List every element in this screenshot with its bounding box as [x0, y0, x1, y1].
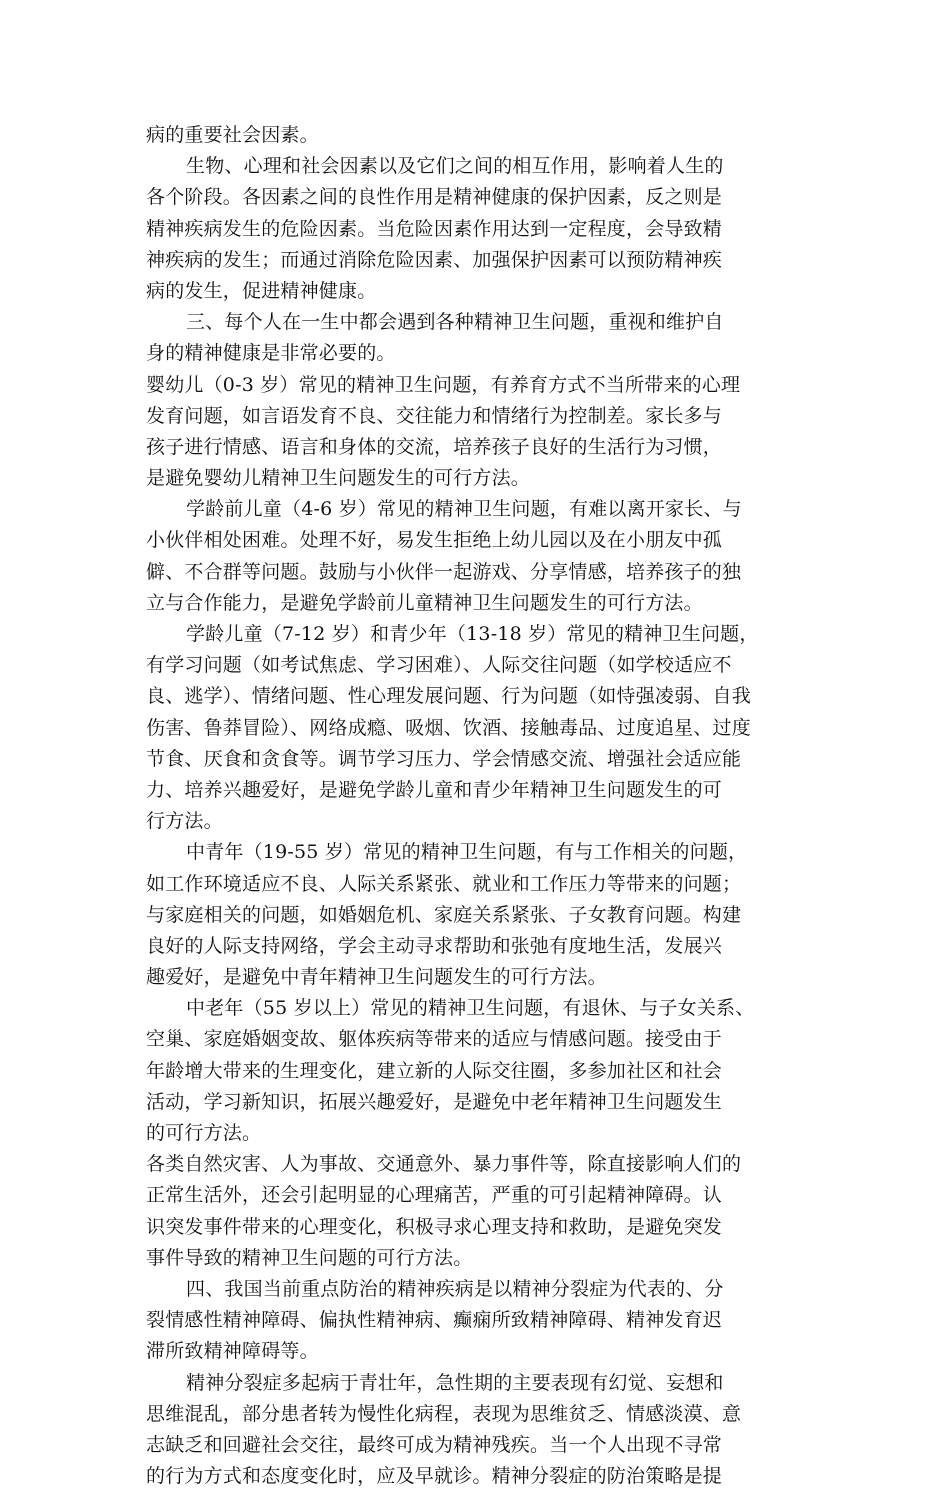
text-line: 行方法。	[146, 810, 223, 833]
text-line: 孩子进行情感、语言和身体的交流，培养孩子良好的生活行为习惯，	[146, 435, 723, 458]
text-line: 趣爱好，是避免中青年精神卫生问题发生的可行方法。	[146, 966, 607, 989]
text-line: 僻、不合群等问题。鼓励与小伙伴一起游戏、分享情感，培养孩子的独	[146, 560, 742, 583]
document-page	[146, 120, 804, 1492]
text-line: 思维混乱，部分患者转为慢性化病程，表现为思维贫乏、情感淡漠、意	[146, 1402, 742, 1425]
text-line: 小伙伴相处困难。处理不好，易发生拒绝上幼儿园以及在小朋友中孤	[146, 529, 723, 552]
text-line: 生物、心理和社会因素以及它们之间的相互作用，影响着人生的	[186, 155, 724, 178]
text-line: 神疾病的发生；而通过消除危险因素、加强保护因素可以预防精神疾	[146, 248, 723, 271]
text-line: 三、每个人在一生中都会遇到各种精神卫生问题，重视和维护自	[186, 311, 724, 334]
text-line: 的可行方法。	[146, 1122, 262, 1144]
text-line: 精神疾病发生的危险因素。当危险因素作用达到一定程度，会导致精	[146, 217, 723, 240]
text-line: 中青年（19-55 岁）常见的精神卫生问题，有与工作相关的问题，	[186, 841, 748, 864]
text-line: 学龄儿童（7-12 岁）和青少年（13-18 岁）常见的精神卫生问题，	[186, 623, 759, 645]
text-line: 识突发事件带来的心理变化，积极寻求心理支持和救助，是避免突发	[146, 1215, 723, 1238]
text-line: 病的重要社会因素。	[146, 124, 319, 146]
text-line: 力、培养兴趣爱好，是避免学龄儿童和青少年精神卫生问题发生的可	[146, 778, 723, 801]
text-line: 裂情感性精神障碍、偏执性精神病、癫痫所致精神障碍、精神发育迟	[146, 1309, 723, 1332]
text-line: 精神分裂症多起病于青壮年，急性期的主要表现有幻觉、妄想和	[186, 1371, 724, 1394]
text-line: 伤害、鲁莽冒险）、网络成瘾、吸烟、饮酒、接触毒品、过度追星、过度	[146, 716, 751, 739]
text-line: 立与合作能力，是避免学龄前儿童精神卫生问题发生的可行方法。	[146, 591, 703, 614]
text-line: 有学习问题（如考试焦虑、学习困难）、人际交往问题（如学校适应不	[146, 654, 732, 677]
text-line: 如工作环境适应不良、人际关系紧张、就业和工作压力等带来的问题；	[146, 872, 742, 895]
text-line: 良、逃学）、情绪问题、性心理发展问题、行为问题（如恃强凌弱、自我	[146, 685, 751, 708]
text-line: 的行为方式和态度变化时，应及早就诊。精神分裂症的防治策略是提	[146, 1465, 723, 1488]
text-line: 各个阶段。各因素之间的良性作用是精神健康的保护因素，反之则是	[146, 186, 723, 209]
text-line: 中老年（55 岁以上）常见的精神卫生问题，有退休、与子女关系、	[186, 997, 755, 1020]
text-line: 正常生活外，还会引起明显的心理痛苦，严重的可引起精神障碍。认	[146, 1184, 723, 1207]
text-line: 病的发生，促进精神健康。	[146, 279, 377, 302]
text-line: 年龄增大带来的生理变化，建立新的人际交往圈，多参加社区和社会	[146, 1059, 723, 1082]
text-line: 是避免婴幼儿精神卫生问题发生的可行方法。	[146, 467, 531, 490]
text-line: 学龄前儿童（4-6 岁）常见的精神卫生问题，有难以离开家长、与	[186, 498, 742, 521]
text-line: 各类自然灾害、人为事故、交通意外、暴力事件等，除直接影响人们的	[146, 1153, 742, 1176]
text-line: 活动，学习新知识，拓展兴趣爱好，是避免中老年精神卫生问题发生	[146, 1090, 723, 1113]
text-line: 志缺乏和回避社会交往，最终可成为精神残疾。当一个人出现不寻常	[146, 1433, 723, 1456]
text-line: 四、我国当前重点防治的精神疾病是以精神分裂症为代表的、分	[186, 1277, 724, 1300]
text-line: 空巢、家庭婚姻变故、躯体疾病等带来的适应与情感问题。接受由于	[146, 1028, 723, 1051]
text-line: 婴幼儿（0-3 岁）常见的精神卫生问题，有养育方式不当所带来的心理	[146, 373, 741, 396]
text-line: 身的精神健康是非常必要的。	[146, 342, 396, 365]
text-line: 良好的人际支持网络，学会主动寻求帮助和张弛有度地生活，发展兴	[146, 934, 723, 957]
text-line: 节食、厌食和贪食等。调节学习压力、学会情感交流、增强社会适应能	[146, 747, 742, 770]
text-line: 发育问题，如言语发育不良、交往能力和情绪行为控制差。家长多与	[146, 404, 723, 427]
text-line: 与家庭相关的问题，如婚姻危机、家庭关系紧张、子女教育问题。构建	[146, 903, 742, 926]
text-line: 滞所致精神障碍等。	[146, 1340, 319, 1363]
text-line: 事件导致的精神卫生问题的可行方法。	[146, 1246, 473, 1269]
